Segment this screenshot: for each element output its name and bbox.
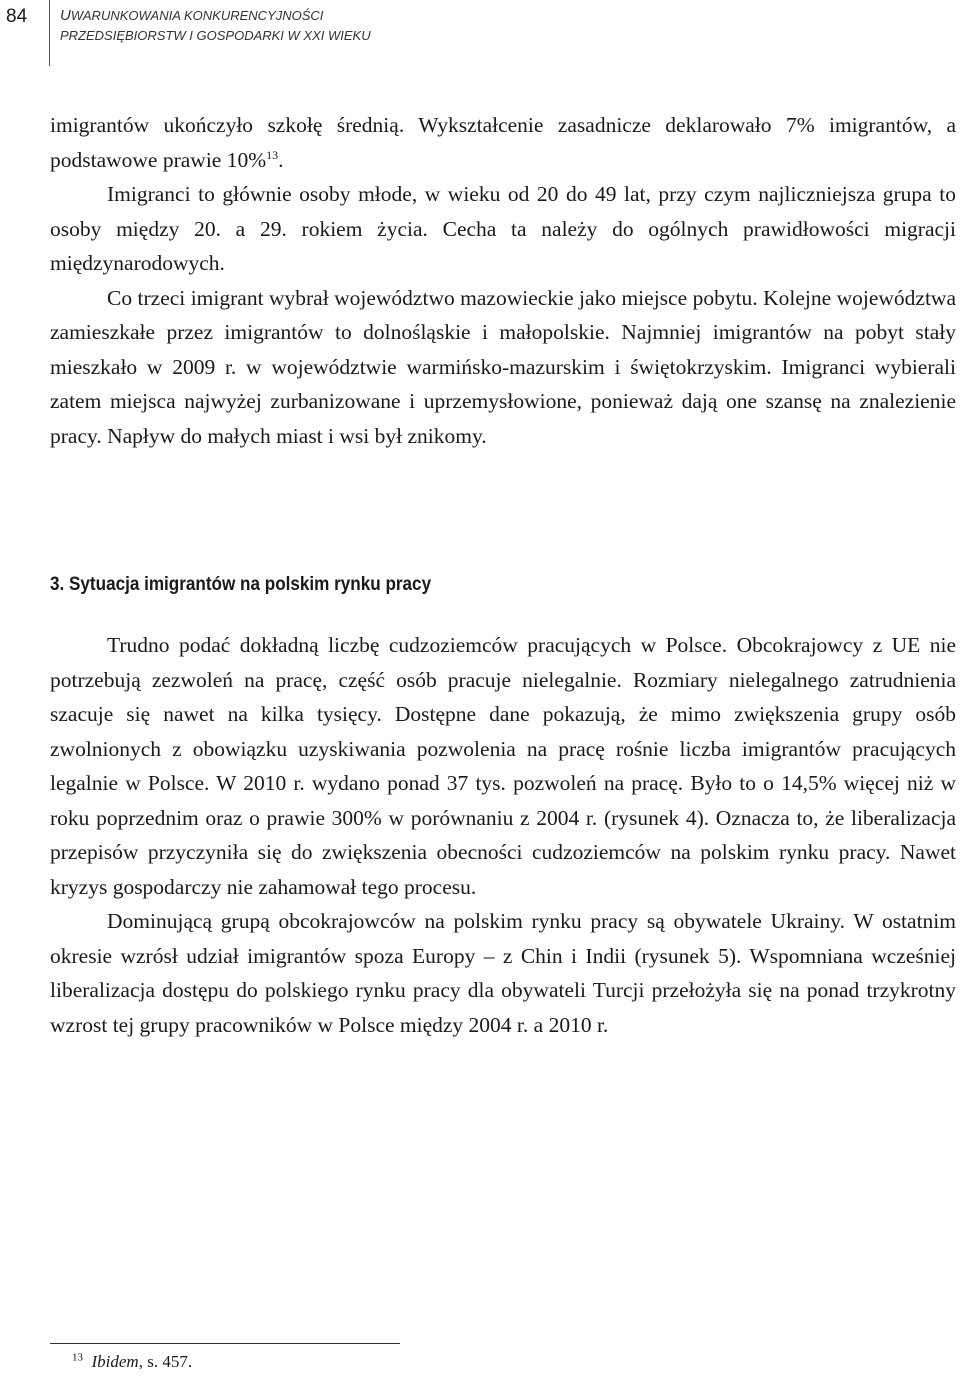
running-header <box>60 6 371 46</box>
page-number: 84 <box>6 6 28 27</box>
footnote-page: , s. 457. <box>138 1352 193 1371</box>
intro-paragraph-1-text: imigrantów ukończyło szkołę średnią. Wykształcenie zasadnicze deklarowało 7% imigrantów, a podstawowe prawie 10% <box>50 113 956 172</box>
running-header-line-2: PRZEDSIĘBIORSTW I GOSPODARKI W XXI WIEKU <box>60 28 371 43</box>
footnote-reference: Ibidem <box>91 1352 139 1371</box>
intro-paragraph-1 <box>50 108 956 177</box>
footnote-marker[interactable]: 13 <box>266 147 279 162</box>
intro-paragraph-1-end: . <box>278 147 284 172</box>
section-text <box>50 628 956 1042</box>
running-header-initial: U <box>60 7 71 24</box>
intro-text <box>50 108 956 453</box>
footnote <box>72 1352 192 1372</box>
section-heading: 3. Sytuacja imigrantów na polskim rynku pracy <box>50 574 432 595</box>
running-header-line-1 <box>60 6 371 26</box>
intro-paragraph-3: Co trzeci imigrant wybrał województwo mazowieckie jako miejsce pobytu. Kolejne województwa zamieszkałe przez imigrantów to dolnośląskie i małopolskie. Najmniej imigrantów na pobyt stały mieszkało w 2009 r. w województwie warmińsko-mazurskim i świętokrzyskim. Imigranci wybierali zatem miejsca najwyżej zurbanizowane i uprzemysłowione, ponieważ dają one szansę na znalezienie pracy. Napływ do małych miast i wsi był znikomy. <box>50 285 956 448</box>
intro-paragraph-2: Imigranci to głównie osoby młode, w wieku od 20 do 49 lat, przy czym najliczniejsza grupa to osoby między 20. a 29. rokiem życia. Cecha ta należy do ogólnych prawidłowości migracji międzynarodowych. <box>50 182 956 275</box>
footnote-divider <box>50 1343 400 1344</box>
running-header-line-1-text: WARUNKOWANIA KONKURENCYJNOŚCI <box>70 8 324 23</box>
section-paragraph-1: Trudno podać dokładną liczbę cudzoziemców pracujących w Polsce. Obcokrajowcy z UE nie potrzebują zezwoleń na pracę, część osób pracuje nielegalnie. Rozmiary nielegalnego zatrudnienia szacuje się nawet na kilka tysięcy. Dostępne dane pokazują, że mimo zwiększenia grupy osób zwolnionych z obowiązku uzyskiwania pozwolenia na pracę rośnie liczba imigrantów pracujących legalnie w Polsce. W 2010 r. wydano ponad 37 tys. pozwoleń na pracę. Było to o 14,5% więcej niż w roku poprzednim oraz o prawie 300% w porównaniu z 2004 r. (rysunek 4). Oznacza to, że liberalizacja przepisów przyczyniła się do zwiększenia obecności cudzoziemców na polskim rynku pracy. Nawet kryzys gospodarczy nie zahamował tego procesu. <box>50 633 956 899</box>
section-paragraph-2: Dominującą grupą obcokrajowców na polskim rynku pracy są obywatele Ukrainy. W ostatnim okresie wzrósł udział imigrantów spoza Europy – z Chin i Indii (rysunek 5). Wspomniana wcześniej liberalizacja dostępu do polskiego rynku pracy dla obywateli Turcji przełożyła się na ponad trzykrotny wzrost tej grupy pracowników w Polsce między 2004 r. a 2010 r. <box>50 909 956 1037</box>
header-divider <box>49 0 50 66</box>
footnote-number: 13 <box>72 1351 83 1364</box>
